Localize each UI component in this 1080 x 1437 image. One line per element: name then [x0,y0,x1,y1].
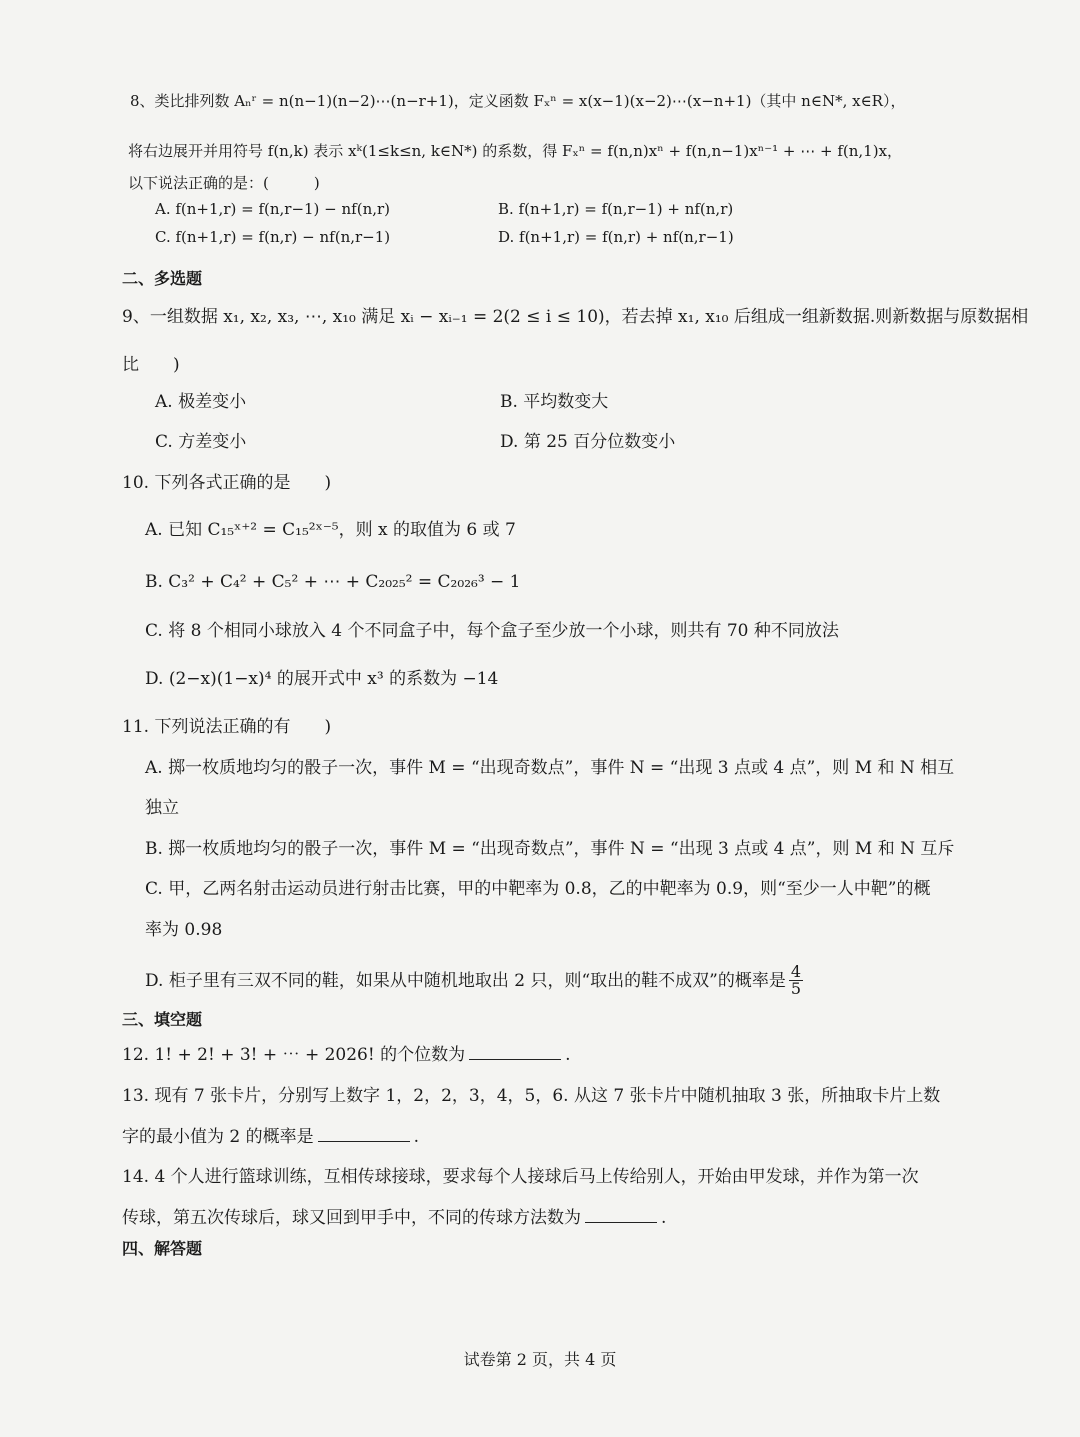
q8-line2: 将右边展开并用符号 f(n,k) 表示 xᵏ(1≤k≤n, k∈N*) 的系数，得 Fₓⁿ = f(n,n)xⁿ + f(n,n−1)xⁿ⁻¹ + ⋯ + f(n,1)x， [128,142,903,160]
q11-option-c-line2: 率为 0.98 [145,920,223,940]
fraction-numerator: 4 [790,962,802,981]
q11-option-c-line1: C. 甲，乙两名射击运动员进行射击比赛，甲的中靶率为 0.8，乙的中靶率为 0.9，则“至少一人中靶”的概 [145,879,931,899]
q14-answer-blank[interactable] [585,1206,657,1223]
q14-end: . [661,1208,667,1228]
q8-option-a: A. f(n+1,r) = f(n,r−1) − nf(n,r) [155,200,391,218]
q10-option-d: D. (2−x)(1−x)⁴ 的展开式中 x³ 的系数为 −14 [145,669,499,689]
section-fill-in-heading: 三、填空题 [122,1010,203,1029]
q10-option-c: C. 将 8 个相同小球放入 4 个不同盒子中，每个盒子至少放一个小球，则共有 70 种不同放法 [145,621,839,641]
q11-option-b: B. 掷一枚质地均匀的骰子一次，事件 M = “出现奇数点”，事件 N = “出现 3 点或 4 点”，则 M 和 N 互斥 [145,839,955,859]
q8-option-c: C. f(n+1,r) = f(n,r) − nf(n,r−1) [155,228,391,246]
q13-line1: 13. 现有 7 张卡片，分别写上数字 1，2，2，3，4，5，6. 从这 7 张卡片中随机抽取 3 张，所抽取卡片上数 [122,1086,941,1106]
q9-option-c: C. 方差变小 [155,432,247,452]
q13-end: . [413,1127,420,1147]
q8-option-b: B. f(n+1,r) = f(n,r−1) + nf(n,r) [498,200,734,218]
q10-stem: 10. 下列各式正确的是 ) [122,473,332,493]
q9-option-d: D. 第 25 百分位数变小 [500,432,676,452]
page-footer: 试卷第 2 页，共 4 页 [463,1350,617,1369]
q8-option-d: D. f(n+1,r) = f(n,r) + nf(n,r−1) [498,228,734,246]
q11-option-a-line2: 独立 [145,798,179,818]
q12 [122,1043,571,1066]
q9-option-a: A. 极差变小 [155,392,247,412]
q14-line1: 14. 4 个人进行篮球训练，互相传球接球，要求每个人接球后马上传给别人，开始由甲发球，并作为第一次 [122,1167,919,1187]
q10-option-b: B. C₃² + C₄² + C₅² + ⋯ + C₂₀₂₅² = C₂₀₂₆³ − 1 [145,572,521,592]
fraction [789,964,803,997]
q10-option-a: A. 已知 C₁₅ˣ⁺² = C₁₅²ˣ⁻⁵，则 x 的取值为 6 或 7 [145,520,516,540]
q11-option-a-line1: A. 掷一枚质地均匀的骰子一次，事件 M = “出现奇数点”，事件 N = “出现 3 点或 4 点”，则 M 和 N 相互 [145,758,955,778]
q11-stem: 11. 下列说法正确的有 ) [122,717,332,737]
q12-text: 12. 1! + 2! + 3! + ⋯ + 2026! 的个位数为 [122,1045,466,1065]
q13-line2 [122,1125,419,1148]
q9-option-b: B. 平均数变大 [500,392,609,412]
section-solution-heading: 四、解答题 [122,1239,203,1258]
q11-option-d-text: D. 柜子里有三双不同的鞋，如果从中随机地取出 2 只，则“取出的鞋不成双”的概率是 [145,970,786,991]
q14-line2 [122,1206,666,1229]
q8-line3: 以下说法正确的是：( ) [128,174,320,192]
q9-line2: 比 ) [122,355,180,375]
q14-text: 传球，第五次传球后，球又回到甲手中，不同的传球方法数为 [122,1208,581,1228]
q13-text: 字的最小值为 2 的概率是 [122,1127,314,1147]
q12-answer-blank[interactable] [469,1043,561,1060]
fraction-denominator: 5 [790,979,802,998]
q12-end: . [565,1045,571,1065]
q8-line1: 8、类比排列数 Aₙʳ = n(n−1)(n−2)⋯(n−r+1)，定义函数 Fₓⁿ = x(x−1)(x−2)⋯(x−n+1)（其中 n∈N*, x∈R）， [130,92,906,110]
q11-option-d [145,964,803,997]
q13-answer-blank[interactable] [318,1125,410,1142]
q9-line1: 9、一组数据 x₁, x₂, x₃, ⋯, x₁₀ 满足 xᵢ − xᵢ₋₁ = 2(2 ≤ i ≤ 10)，若去掉 x₁, x₁₀ 后组成一组新数据.则新数据与原数据相 [122,307,1029,327]
section-multiple-choice-heading: 二、多选题 [122,269,203,288]
